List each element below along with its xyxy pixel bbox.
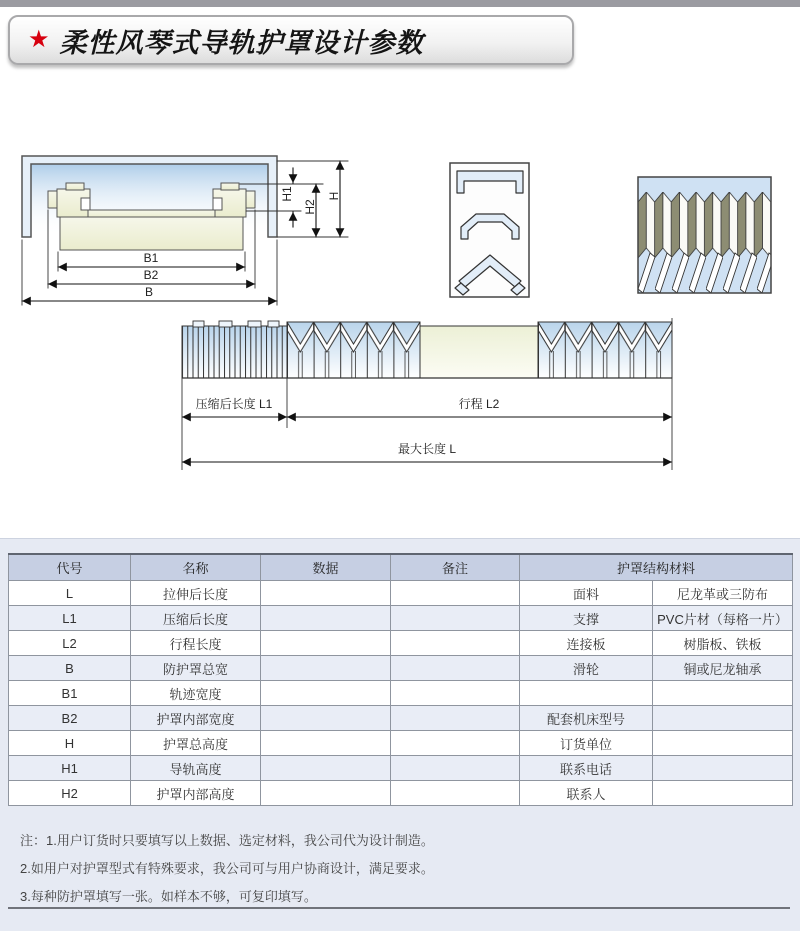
table-row — [9, 681, 793, 706]
cell-material-value — [653, 706, 793, 731]
star-icon: ★ — [28, 26, 50, 53]
cell-code: B2 — [9, 706, 131, 731]
technical-diagrams — [0, 140, 800, 538]
cell-code: L — [9, 581, 131, 606]
profile-shapes-diagram — [450, 163, 529, 297]
cell-code: B — [9, 656, 131, 681]
bellows-material-diagram — [638, 177, 771, 293]
dim-b-label: B — [144, 285, 154, 299]
cell-note — [391, 681, 520, 706]
cell-material-value — [653, 731, 793, 756]
cell-material-label: 连接板 — [520, 631, 653, 656]
cell-code: L2 — [9, 631, 131, 656]
cell-data — [261, 756, 391, 781]
cell-note — [391, 781, 520, 806]
cell-note — [391, 706, 520, 731]
cell-material-value — [653, 681, 793, 706]
cell-note — [391, 581, 520, 606]
cell-note — [391, 606, 520, 631]
cell-data — [261, 781, 391, 806]
cell-material-label: 联系电话 — [520, 756, 653, 781]
table-row — [9, 706, 793, 731]
cell-name: 导轨高度 — [131, 756, 261, 781]
cell-note — [391, 731, 520, 756]
cell-data — [261, 631, 391, 656]
cell-name: 护罩内部高度 — [131, 781, 261, 806]
footnotes — [20, 827, 434, 911]
cell-code: L1 — [9, 606, 131, 631]
cell-data — [261, 731, 391, 756]
table-row — [9, 606, 793, 631]
cell-name: 轨迹宽度 — [131, 681, 261, 706]
cell-material-value — [653, 781, 793, 806]
compressed-length-label: 压缩后长度 L1 — [195, 397, 273, 411]
col-header-code: 代号 — [9, 554, 131, 581]
col-header-name: 名称 — [131, 554, 261, 581]
dim-h-label: H — [327, 191, 341, 201]
footnote-2: 2.如用户对护罩型式有特殊要求，我公司可与用户协商设计，满足要求。 — [20, 861, 434, 876]
page-title: 柔性风琴式导轨护罩设计参数 — [59, 27, 424, 58]
cell-material-label: 滑轮 — [520, 656, 653, 681]
cell-material-value — [653, 756, 793, 781]
cell-material-value: 铜或尼龙轴承 — [653, 656, 793, 681]
page-title-bar — [8, 15, 574, 65]
table-row — [9, 631, 793, 656]
cell-material-label: 联系人 — [520, 781, 653, 806]
cell-material-label: 面料 — [520, 581, 653, 606]
cell-data — [261, 706, 391, 731]
cell-material-value: PVC片材（每格一片） — [653, 606, 793, 631]
dim-h1-label: H1 — [280, 186, 294, 202]
parameters-table — [8, 553, 793, 806]
cell-material-value: 树脂板、铁板 — [653, 631, 793, 656]
footnote-3: 3.每种防护罩填写一张。如样本不够，可复印填写。 — [20, 889, 317, 904]
table-row — [9, 581, 793, 606]
cell-data — [261, 656, 391, 681]
cell-data — [261, 581, 391, 606]
table-row — [9, 731, 793, 756]
cell-code: H — [9, 731, 131, 756]
cell-material-label: 支撑 — [520, 606, 653, 631]
cell-data — [261, 681, 391, 706]
cell-material-value: 尼龙革或三防布 — [653, 581, 793, 606]
cell-note — [391, 631, 520, 656]
table-row — [9, 781, 793, 806]
cross-section-diagram — [22, 156, 348, 305]
footnote-1: 注：1.用户订货时只要填写以上数据、选定材料，我公司代为设计制造。 — [20, 833, 434, 848]
top-divider — [0, 0, 800, 7]
col-header-note: 备注 — [391, 554, 520, 581]
cell-name: 压缩后长度 — [131, 606, 261, 631]
col-header-data: 数据 — [261, 554, 391, 581]
cell-code: H2 — [9, 781, 131, 806]
cell-name: 拉伸后长度 — [131, 581, 261, 606]
dim-b1-label: B1 — [143, 251, 159, 265]
dim-b2-label: B2 — [143, 268, 159, 282]
col-header-material: 护罩结构材料 — [520, 554, 793, 581]
table-row — [9, 756, 793, 781]
max-length-label: 最大长度 L — [397, 442, 457, 456]
table-row — [9, 656, 793, 681]
bellows-length-diagram — [182, 318, 672, 470]
cell-name: 防护罩总宽 — [131, 656, 261, 681]
stroke-length-label: 行程 L2 — [458, 397, 500, 411]
dim-h2-label: H2 — [303, 199, 317, 215]
cell-material-label: 配套机床型号 — [520, 706, 653, 731]
bottom-divider — [8, 907, 790, 909]
parameters-panel — [0, 538, 800, 931]
cell-name: 护罩总高度 — [131, 731, 261, 756]
cell-code: B1 — [9, 681, 131, 706]
cell-note — [391, 756, 520, 781]
table-header — [9, 554, 793, 581]
cell-code: H1 — [9, 756, 131, 781]
cell-data — [261, 606, 391, 631]
cell-note — [391, 656, 520, 681]
cell-name: 行程长度 — [131, 631, 261, 656]
cell-material-label — [520, 681, 653, 706]
cell-name: 护罩内部宽度 — [131, 706, 261, 731]
cell-material-label: 订货单位 — [520, 731, 653, 756]
